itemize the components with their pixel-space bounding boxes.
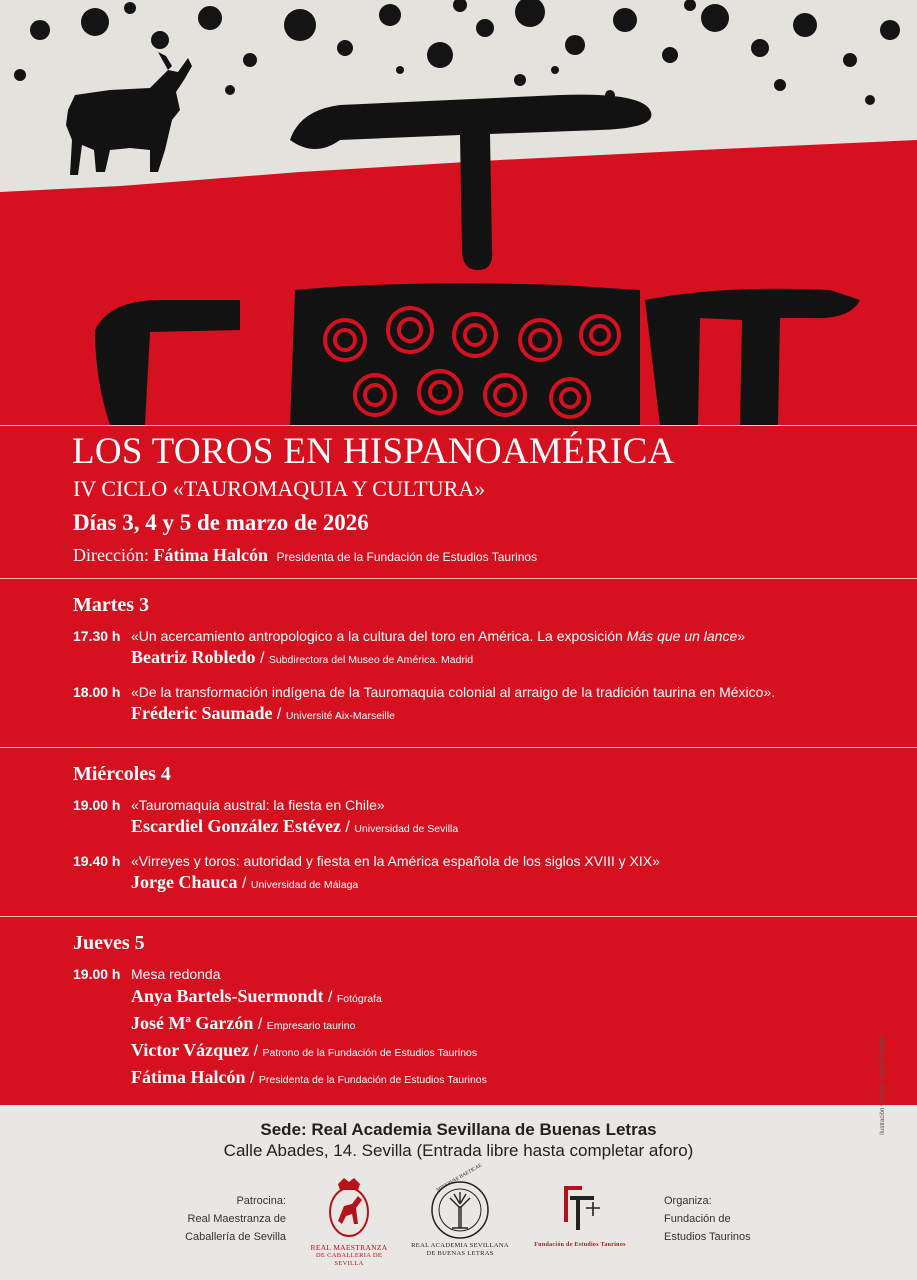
- event-subtitle: IV CICLO «TAUROMAQUIA Y CULTURA»: [73, 476, 486, 501]
- maestranza-crest-icon: [318, 1176, 380, 1242]
- panel-participants: [73, 984, 487, 1092]
- academia-caption-line-2: DE BUENAS LETRAS: [426, 1250, 494, 1257]
- maestranza-caption-line-1: REAL MAESTRANZA: [310, 1243, 388, 1252]
- talk-speaker: Jorge Chauca / Universidad de Málaga: [131, 872, 359, 892]
- talk-time: 19.40 h: [73, 853, 121, 869]
- speaker-affiliation: Subdirectora del Museo de América. Madrid: [268, 654, 474, 666]
- direction-label: Dirección:: [73, 545, 149, 565]
- director-role: Presidenta de la Fundación de Estudios Taurinos: [276, 550, 538, 564]
- day-heading-jueves: Jueves 5: [73, 932, 145, 954]
- separator-top: [0, 425, 917, 426]
- panel-participant: Victor Vázquez / Patrono de la Fundación de Estudios Taurinos: [131, 1040, 478, 1060]
- talk-title: «Tauromaquia austral: la fiesta en Chile»: [131, 797, 385, 813]
- participant-affiliation: Patrono de la Fundación de Estudios Taurinos: [262, 1047, 478, 1059]
- event-dates: Días 3, 4 y 5 de marzo de 2026: [73, 510, 369, 535]
- sponsor-name-line-1: Real Maestranza de: [187, 1213, 286, 1225]
- sponsor-label: Patrocina:: [236, 1195, 286, 1207]
- sponsor-name-line-2: Caballería de Sevilla: [185, 1231, 286, 1243]
- talk-title-italic: Más que un lance: [626, 628, 738, 644]
- day-heading-martes: Martes 3: [73, 594, 150, 616]
- participant-affiliation: Fotógrafa: [336, 993, 382, 1005]
- panel-title: Mesa redonda: [131, 966, 221, 982]
- talk-item: [73, 797, 903, 837]
- talk-item: [73, 628, 903, 668]
- speaker-name: Fréderic Saumade: [131, 703, 273, 723]
- talk-time: 19.00 h: [73, 797, 121, 813]
- academia-caption: [410, 1242, 510, 1258]
- venue-address: Calle Abades, 14. Sevilla (Entrada libre hasta completar aforo): [223, 1141, 694, 1160]
- participant-name: Anya Bartels-Suermondt: [131, 986, 324, 1006]
- talk-speaker: Beatriz Robledo / Subdirectora del Museo de América. Madrid: [131, 647, 474, 667]
- talk-title-end: »: [737, 628, 746, 644]
- participant-name: Victor Vázquez: [131, 1040, 250, 1060]
- organizer-label: Organiza:: [664, 1195, 712, 1207]
- panel-line: [73, 966, 487, 982]
- fundacion-caption: Fundación de Estudios Taurinos: [534, 1242, 626, 1248]
- separator-day-3: [0, 916, 917, 917]
- speaker-affiliation: Universidad de Sevilla: [354, 823, 459, 835]
- organizer-name-line-2: Estudios Taurinos: [664, 1231, 751, 1243]
- sponsor-block: [150, 1192, 286, 1246]
- venue-name: Sede: Real Academia Sevillana de Buenas Letras: [260, 1120, 657, 1139]
- speaker-affiliation: Université Aix-Marseille: [285, 710, 395, 722]
- participant-name: Fátima Halcón: [131, 1067, 246, 1087]
- design-credit: Ilustración y diseño: Jacinto Gutiérrez: [880, 1034, 886, 1135]
- participant-affiliation: Empresario taurino: [266, 1020, 356, 1032]
- talk-title: «De la transformación indígena de la Tauromaquia colonial al arraigo de la tradición taurina en México».: [131, 684, 776, 700]
- organizer-name-line-1: Fundación de: [664, 1213, 731, 1225]
- speaker-name: Escardiel González Estévez: [131, 816, 341, 836]
- talk-title: «Virreyes y toros: autoridad y fiesta en la América española de los siglos XVIII y XIX»: [131, 853, 660, 869]
- talk-speaker: Escardiel González Estévez / Universidad de Sevilla: [131, 816, 459, 836]
- talk-line: [73, 628, 903, 644]
- header-artwork: [0, 0, 917, 425]
- talk-speaker: Fréderic Saumade / Université Aix-Marseille: [131, 703, 395, 723]
- panel-participant: Anya Bartels-Suermondt / Fotógrafa: [131, 986, 382, 1006]
- round-table: [73, 966, 487, 1092]
- talk-title: «Un acercamiento antropologico a la cultura del toro en América. La exposición: [131, 628, 627, 644]
- speaker-name: Jorge Chauca: [131, 872, 238, 892]
- maestranza-caption-line-2: DE CABALLERIA DE SEVILLA: [315, 1252, 383, 1267]
- panel-participant: José Mª Garzón / Empresario taurino: [131, 1013, 356, 1033]
- participant-name: José Mª Garzón: [131, 1013, 254, 1033]
- panel-time: 19.00 h: [73, 966, 121, 982]
- talk-time: 17.30 h: [73, 628, 121, 644]
- speaker-affiliation: Universidad de Málaga: [250, 879, 359, 891]
- event-direction: [73, 545, 537, 566]
- maestranza-caption: [304, 1244, 394, 1268]
- academia-caption-line-1: REAL ACADEMIA SEVILLANA: [411, 1242, 509, 1249]
- talk-line: [73, 797, 903, 813]
- academia-seal-ring-text: MINERVAE BAETICAE: [436, 1163, 483, 1194]
- separator-day-2: [0, 747, 917, 748]
- talk-line: [73, 684, 903, 700]
- talk-time: 18.00 h: [73, 684, 121, 700]
- separator-day-1: [0, 578, 917, 579]
- organizer-block: [664, 1192, 784, 1246]
- panel-participant: Fátima Halcón / Presidenta de la Fundación de Estudios Taurinos: [131, 1067, 487, 1087]
- day-heading-miercoles: Miércoles 4: [73, 763, 171, 785]
- director-name: Fátima Halcón: [153, 545, 268, 565]
- participant-affiliation: Presidenta de la Fundación de Estudios Taurinos: [258, 1074, 487, 1086]
- event-title: LOS TOROS EN HISPANOAMÉRICA: [72, 431, 675, 472]
- talk-item: [73, 853, 903, 893]
- talk-item: [73, 684, 903, 724]
- talk-line: [73, 853, 903, 869]
- fundacion-monogram-icon: [556, 1182, 606, 1234]
- speaker-name: Beatriz Robledo: [131, 647, 256, 667]
